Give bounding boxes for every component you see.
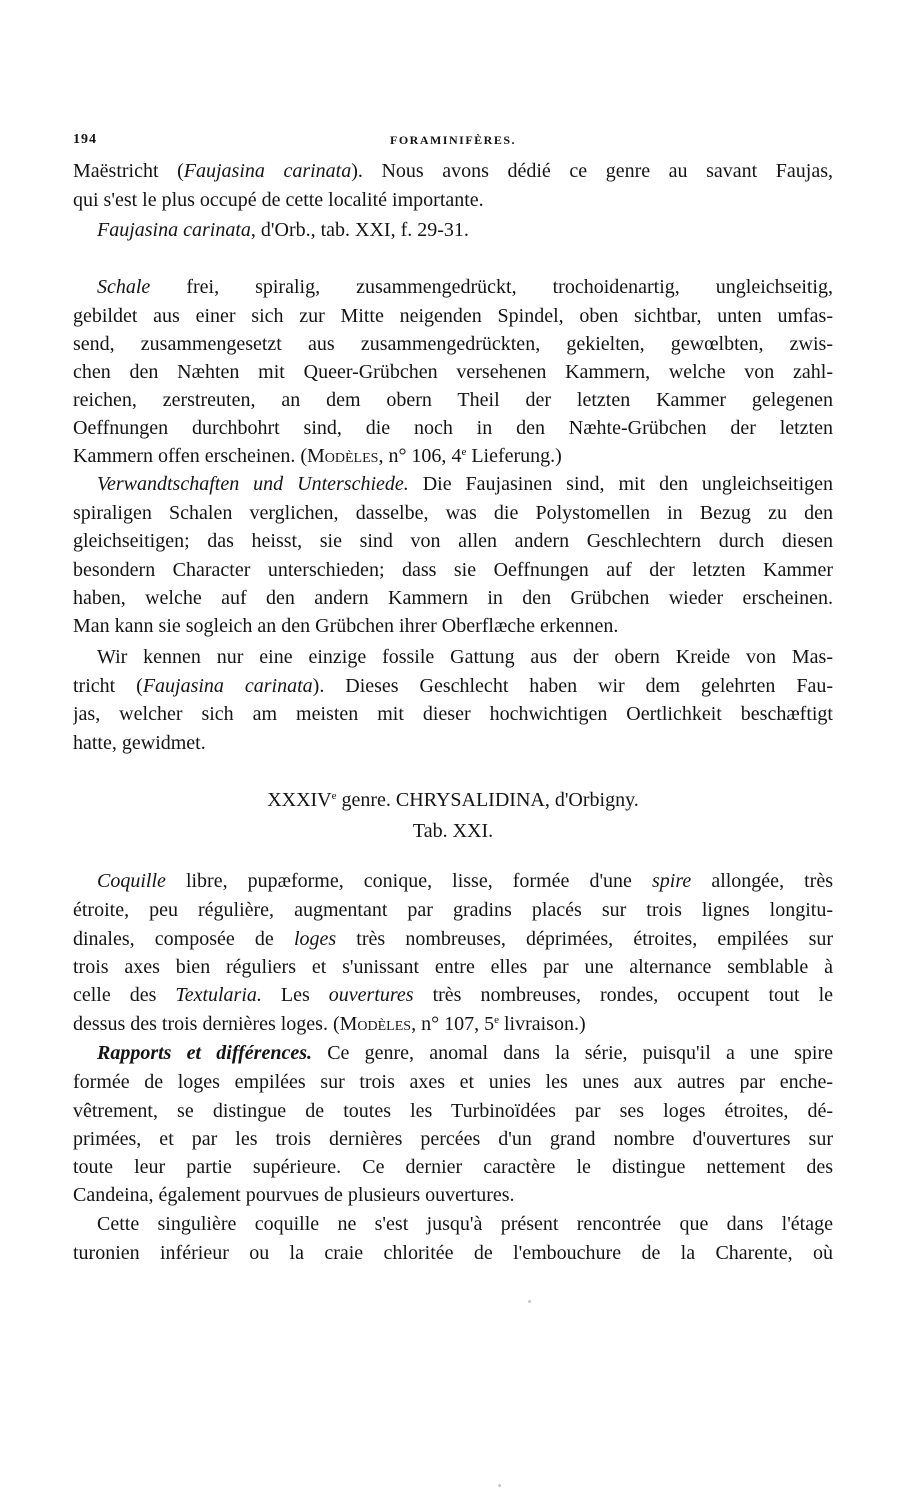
german-line-9: spiraligen Schalen verglichen, dasselbe, was die Polystomellen in Bezug zu den (73, 502, 833, 524)
plate-reference: Tab. XXI. (412, 820, 494, 842)
german-line-11: besondern Character unterschieden; dass sie Oeffnungen auf der letzten Kammer (73, 559, 833, 581)
french-line-5: celle des Textularia. Les ouvertures très nombreuses, rondes, occupent tout le (73, 984, 833, 1006)
french-line-13: Cette singulière coquille ne s'est jusqu'à présent rencontrée que dans l'étage (97, 1213, 833, 1235)
paper-speck (498, 1484, 501, 1487)
french-line-11: toute leur partie supérieure. Ce dernier caractère le distingue nettement des (73, 1156, 833, 1178)
french-line-8: formée de loges empilées sur trois axes et unies les unes aux autres par enche- (73, 1071, 833, 1093)
german-line-16: jas, welcher sich am meisten mit dieser hochwichtigen Oertlichkeit beschæftigt (73, 703, 833, 725)
german-line-8: Verwandtschaften und Unterschiede. Die Faujasinen sind, mit den ungleichseitigen (97, 473, 833, 495)
french-line-3: dinales, composée de loges très nombreuses, déprimées, étroites, empilées sur (73, 928, 833, 950)
german-line-7: Kammern offen erscheinen. (Modèles, n° 106, 4e Lieferung.) (73, 445, 562, 467)
french-line-1: Coquille libre, pupæforme, conique, lisse, formée d'une spire allongée, très (97, 870, 833, 892)
french-line-14: turonien inférieur ou la craie chloritée de l'embouchure de la Charente, où (73, 1242, 833, 1264)
page-number: 194 (73, 132, 97, 147)
german-line-13: Man kann sie sogleich an den Grübchen ihrer Oberflæche erkennen. (73, 615, 619, 637)
paper-speck (528, 1300, 531, 1303)
german-line-10: gleichseitigen; das heisst, sie sind von allen andern Geschlechtern durch diesen (73, 530, 833, 552)
french-line-9: vêtrement, se distingue de toutes les Turbinoïdées par ses loges étroites, dé- (73, 1100, 833, 1122)
french-line-10: primées, et par les trois dernières percées d'un grand nombre d'ouvertures sur (73, 1128, 833, 1150)
german-line-1: Schale frei, spiralig, zusammengedrückt, trochoidenartig, ungleichseitig, (97, 276, 833, 298)
french-line-4: trois axes bien réguliers et s'unissant entre elles par une alternance semblable à (73, 956, 833, 978)
german-line-4: chen den Næhten mit Queer-Grübchen versehenen Kammern, welche von zahl- (73, 361, 833, 383)
french-intro-line-2: qui s'est le plus occupé de cette localité importante. (73, 189, 484, 211)
page-header (73, 132, 833, 150)
german-line-17: hatte, gewidmet. (73, 732, 206, 754)
german-line-3: send, zusammengesetzt aus zusammengedrückten, gekielten, gewœlbten, zwis- (73, 333, 833, 355)
german-line-15: tricht (Faujasina carinata). Dieses Geschlecht haben wir dem gelehrten Fau- (73, 675, 833, 697)
german-line-14: Wir kennen nur eine einzige fossile Gattung aus der obern Kreide von Mas- (97, 646, 833, 668)
genus-heading: XXXIVe genre. CHRYSALIDINA, d'Orbigny. (267, 789, 639, 811)
french-intro-line-1: Maëstricht (Faujasina carinata). Nous avons dédié ce genre au savant Faujas, (73, 160, 833, 182)
french-line-12: Candeina, également pourvues de plusieurs ouvertures. (73, 1184, 515, 1206)
french-line-2: étroite, peu régulière, augmentant par gradins placés sur trois lignes longitu- (73, 899, 833, 921)
french-line-7: Rapports et différences. Ce genre, anomal dans la série, puisqu'il a une spire (97, 1042, 833, 1064)
german-line-12: haben, welche auf den andern Kammern in den Grübchen wieder erscheinen. (73, 587, 833, 609)
running-title: FORAMINIFÈRES. (389, 133, 516, 147)
german-line-6: Oeffnungen durchbohrt sind, die noch in den Næhte-Grübchen der letzten (73, 417, 833, 439)
species-reference: Faujasina carinata, d'Orb., tab. XXI, f. 29-31. (97, 219, 469, 241)
german-line-2: gebildet aus einer sich zur Mitte neigenden Spindel, oben sichtbar, unten umfas- (73, 305, 833, 327)
french-line-6: dessus des trois dernières loges. (Modèles, n° 107, 5e livraison.) (73, 1013, 586, 1035)
german-line-5: reichen, zerstreuten, an dem obern Theil der letzten Kammer gelegenen (73, 389, 833, 411)
